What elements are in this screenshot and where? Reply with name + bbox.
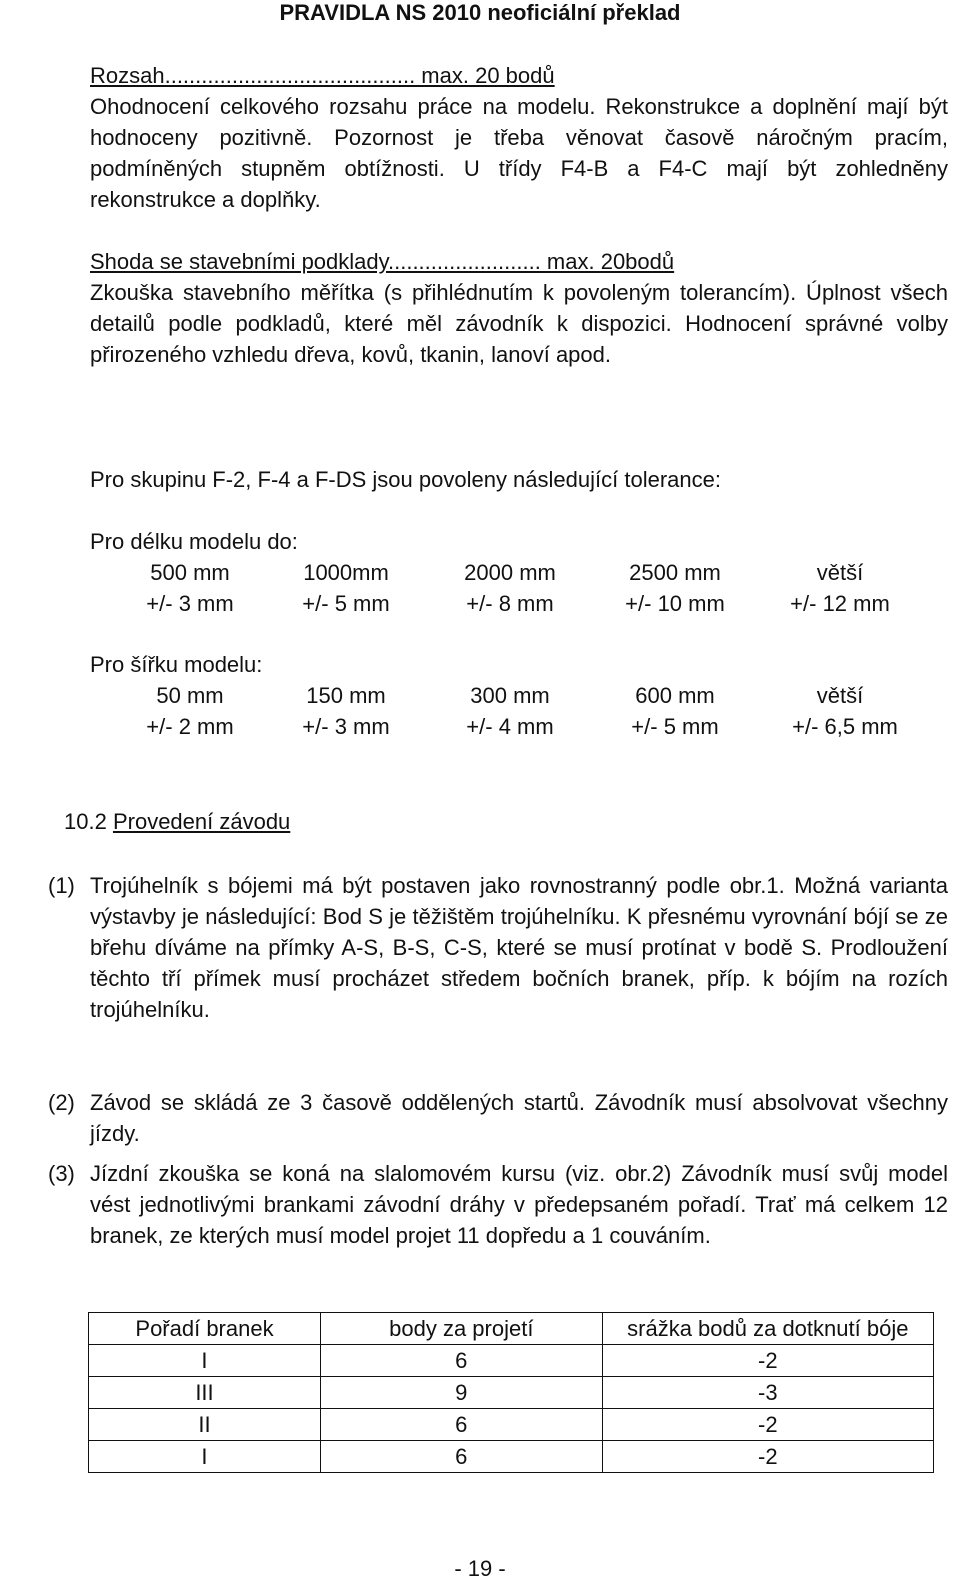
section-title: Provedení závodu (112, 809, 291, 834)
section-rozsah (90, 60, 948, 215)
width-size-cell: 300 mm (470, 683, 550, 708)
section-shoda-title: Shoda se stavebními podklady......................... max. 20bodů (90, 249, 675, 274)
width-tolerance-grid (90, 680, 950, 742)
width-tol-row (90, 711, 950, 742)
rule-item-3 (48, 1158, 948, 1251)
rule-item-2 (48, 1087, 948, 1149)
width-size-cell: 150 mm (306, 683, 386, 708)
section-shoda-text: Zkouška stavebního měřítka (s přihlédnutím k povoleným tolerancím). Úplnost všech detailů podle podkladů, které měl závodník k dispozici. Hodnocení správné volby přirozeného vzhledu dřeva, kovů, tkanin, lanoví apod. (90, 280, 948, 367)
length-tol-cell: +/- 12 mm (790, 591, 890, 616)
table-cell: I (89, 1441, 321, 1473)
width-label: Pro šířku modelu: (90, 652, 263, 677)
length-label: Pro délku modelu do: (90, 529, 298, 554)
width-tol-cell: +/- 6,5 mm (792, 714, 898, 739)
length-size-cell: 1000mm (303, 560, 389, 585)
rule-item-text: Závod se skládá ze 3 časově oddělených startů. Závodník musí absolvovat všechny jízdy. (90, 1090, 948, 1146)
table-cell: I (89, 1345, 321, 1377)
table-header-cell: body za projetí (320, 1313, 602, 1345)
table-header-row (89, 1313, 934, 1345)
width-size-cell: větší (816, 683, 864, 708)
length-size-cell: 2500 mm (629, 560, 721, 585)
table-row (89, 1377, 934, 1409)
length-tol-cell: +/- 10 mm (625, 591, 725, 616)
rule-item-text: Jízdní zkouška se koná na slalomovém kursu (viz. obr.2) Závodník musí svůj model vést jednotlivými brankami závodní dráhy v předepsaném pořadí. Trať má celkem 12 branek, ze kterých musí model projet 11 dopředu a 1 couváním. (90, 1161, 948, 1248)
length-tolerance-grid (90, 557, 950, 619)
width-tol-cell: +/- 5 mm (631, 714, 719, 739)
table-cell: -2 (602, 1345, 933, 1377)
tolerance-intro: Pro skupinu F-2, F-4 a F-DS jsou povoleny následující tolerance: (90, 467, 721, 492)
width-sizes-row (90, 680, 950, 711)
section-heading-10-2 (64, 806, 290, 837)
table-header-cell: Pořadí branek (89, 1313, 321, 1345)
section-shoda (90, 246, 948, 370)
rule-item-number: (1) (48, 873, 75, 898)
width-size-cell: 50 mm (156, 683, 224, 708)
section-rozsah-title: Rozsah......................................... max. 20 bodů (90, 63, 555, 88)
rule-item-text: Trojúhelník s bójemi má být postaven jako rovnostranný podle obr.1. Možná varianta výstavby je následující: Bod S je těžištěm trojúhelníku. K přesnému vyrovnání bójí se ze břehu díváme na přímky A-S, B-S, C-S, které se musí protínat v bodě S. Prodloužení těchto tří přímek musí procházet středem bočních branek, příp. k bójím na rozích trojúhelníku. (90, 873, 948, 1022)
length-tol-cell: +/- 3 mm (146, 591, 234, 616)
rule-item-number: (2) (48, 1090, 75, 1115)
table-row (89, 1409, 934, 1441)
length-sizes-row (90, 557, 950, 588)
length-size-cell: 2000 mm (464, 560, 556, 585)
width-tol-cell: +/- 2 mm (146, 714, 234, 739)
length-tol-cell: +/- 8 mm (466, 591, 554, 616)
length-tol-row (90, 588, 950, 619)
page-header: PRAVIDLA NS 2010 neoficiální překlad (279, 0, 681, 25)
table-row (89, 1345, 934, 1377)
length-size-cell: větší (816, 560, 864, 585)
table-cell: -3 (602, 1377, 933, 1409)
gate-score-table (88, 1312, 934, 1473)
section-rozsah-text: Ohodnocení celkového rozsahu práce na modelu. Rekonstrukce a doplnění mají být hodnoceny pozitivně. Pozornost je třeba věnovat časově náročným pracím, podmíněných stupněm obtížnosti. U třídy F4-B a F4-C mají být zohledněny rekonstrukce a doplňky. (90, 94, 948, 212)
table-cell: -2 (602, 1409, 933, 1441)
rule-item-number: (3) (48, 1161, 75, 1186)
table-row (89, 1441, 934, 1473)
section-number: 10.2 (64, 809, 107, 834)
length-tol-cell: +/- 5 mm (302, 591, 390, 616)
width-size-cell: 600 mm (635, 683, 715, 708)
table-cell: 6 (320, 1409, 602, 1441)
table-cell: -2 (602, 1441, 933, 1473)
table-cell: II (89, 1409, 321, 1441)
width-tol-cell: +/- 4 mm (466, 714, 554, 739)
table-header-cell: srážka bodů za dotknutí bóje (602, 1313, 933, 1345)
length-size-cell: 500 mm (150, 560, 230, 585)
table-cell: 9 (320, 1377, 602, 1409)
page-number: - 19 - (454, 1556, 506, 1581)
table-cell: III (89, 1377, 321, 1409)
rule-item-1 (48, 870, 948, 1025)
table-cell: 6 (320, 1345, 602, 1377)
width-tol-cell: +/- 3 mm (302, 714, 390, 739)
table-cell: 6 (320, 1441, 602, 1473)
